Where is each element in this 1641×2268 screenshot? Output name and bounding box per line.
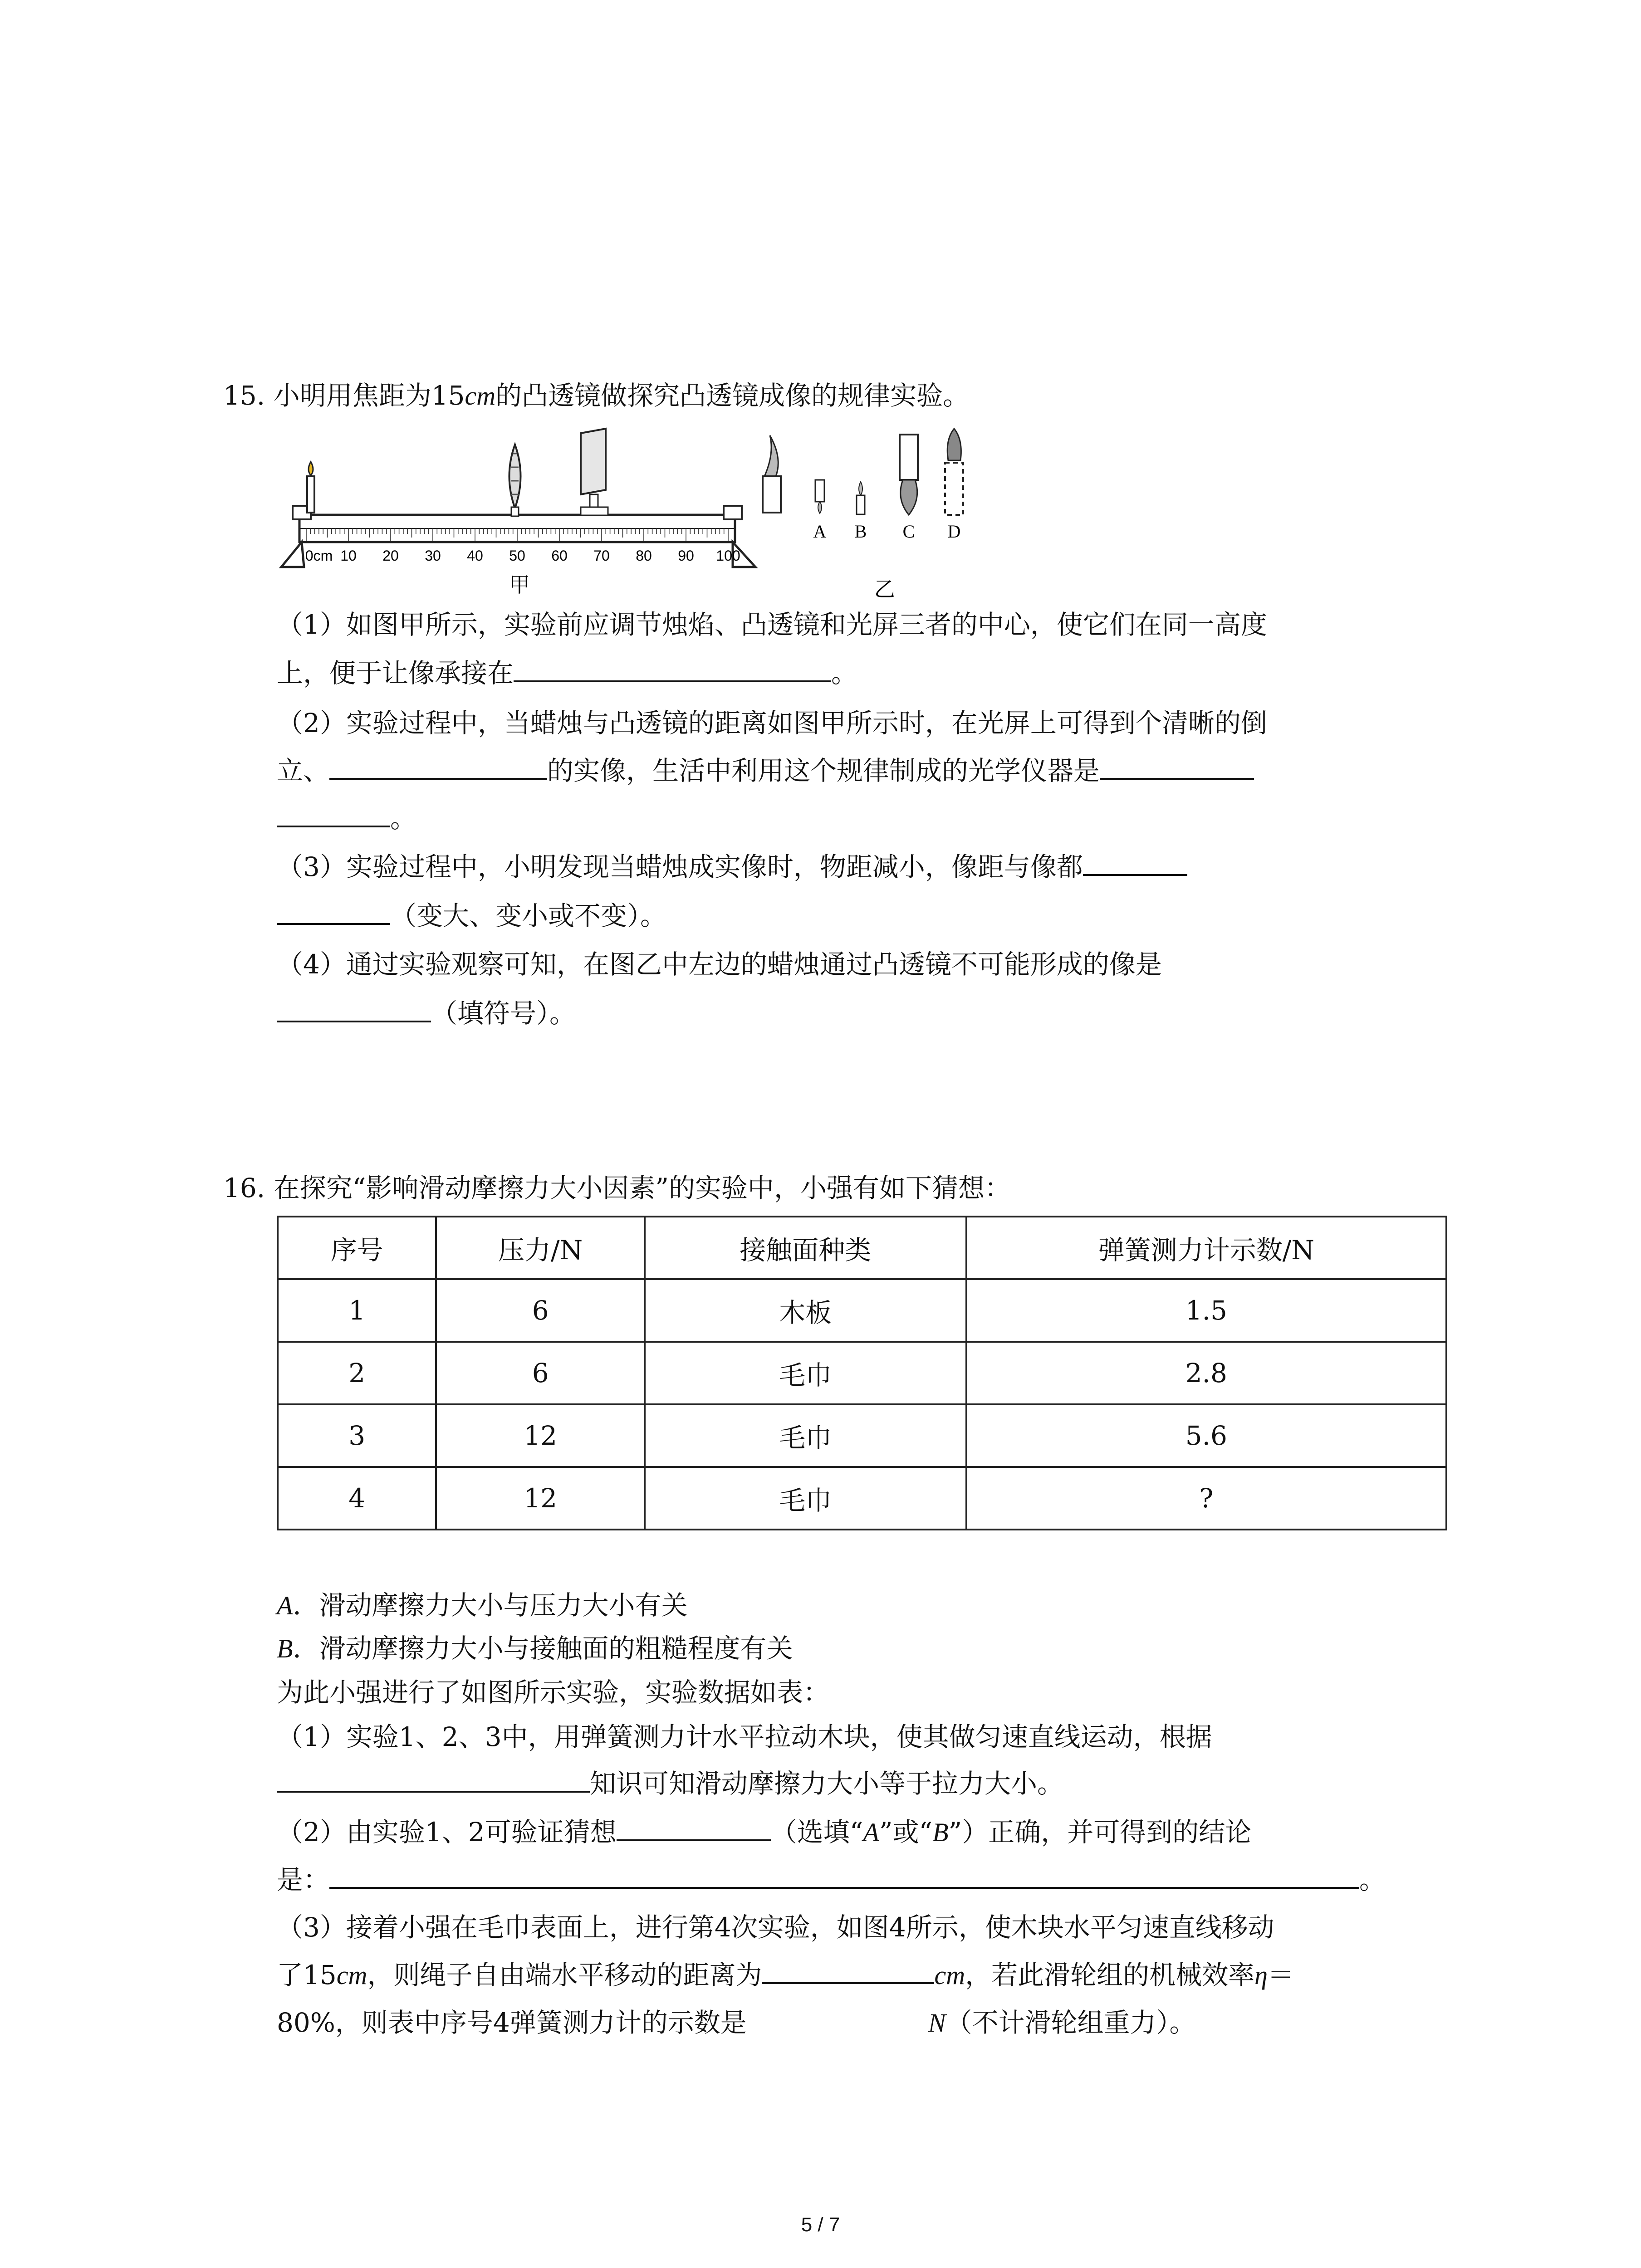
ruler-label: 100 <box>716 547 740 564</box>
table-cell: 毛巾 <box>645 1404 966 1467</box>
source-candle <box>763 435 781 513</box>
table-cell: 2 <box>278 1342 436 1404</box>
q16-part3-line2: 了15cm，则绳子自由端水平移动的距离为 cm，若此滑轮组的机械效率η＝ <box>277 1960 1294 1990</box>
answer-blank[interactable] <box>1100 757 1254 780</box>
answer-blank[interactable] <box>277 1770 590 1793</box>
table-cell: 2.8 <box>966 1342 1446 1404</box>
answer-blank[interactable] <box>762 1961 934 1984</box>
candles-figure <box>755 426 1009 603</box>
figure-caption-yi: 乙 <box>874 577 895 601</box>
table-cell: 3 <box>278 1404 436 1467</box>
table-header: 接触面种类 <box>645 1217 966 1279</box>
candle-c <box>900 435 918 515</box>
table-cell: 木板 <box>645 1279 966 1342</box>
q15-part4-line2: （填符号）。 <box>277 998 576 1030</box>
q15-part1-line1: （1）如图甲所示，实验前应调节烛焰、凸透镜和光屏三者的中心，使它们在同一高度 <box>277 609 1267 640</box>
figure-caption-jia: 甲 <box>509 572 530 597</box>
q15-part3-line1: （3）实验过程中，小明发现当蜡烛成实像时，物距减小，像距与像都 <box>277 851 1187 883</box>
table-row <box>278 1342 1446 1404</box>
q16-part2-line2: 是： 。 <box>277 1864 1386 1895</box>
page-number: 5 / 7 <box>801 2214 840 2236</box>
ruler-label: 20 <box>382 547 399 564</box>
candle-label-b: B <box>854 521 867 542</box>
ruler-label: 60 <box>551 547 568 564</box>
answer-blank[interactable] <box>277 805 390 827</box>
table-cell: 6 <box>436 1279 644 1342</box>
candle-b <box>857 482 865 514</box>
table-row <box>278 1279 1446 1342</box>
question-number: 15. <box>223 380 265 411</box>
table-cell: 1 <box>278 1279 436 1342</box>
answer-blank[interactable] <box>329 757 547 780</box>
candle-label-a: A <box>813 521 827 542</box>
ruler-label: 30 <box>425 547 441 564</box>
q16-stem: 16. 在探究“影响滑动摩擦力大小因素”的实验中，小强有如下猜想： <box>223 1173 1011 1203</box>
table-cell: 5.6 <box>966 1404 1446 1467</box>
table-header: 压力/N <box>436 1217 644 1279</box>
q16-part1-line1: （1）实验1、2、3中，用弹簧测力计水平拉动木块，使其做匀速直线运动，根据 <box>277 1721 1212 1752</box>
q15-part2-line3: 。 <box>277 803 416 835</box>
table-header-row <box>278 1217 1446 1279</box>
q16-part2-line1: （2）由实验1、2可验证猜想 （选填“A”或“B”）正确，并可得到的结论 <box>277 1817 1252 1848</box>
ruler-label: 40 <box>467 547 483 564</box>
candle-on-bench <box>307 462 314 513</box>
ruler-labels <box>305 547 740 564</box>
answer-blank[interactable] <box>617 1818 771 1841</box>
q15-part4-line1: （4）通过实验观察可知，在图乙中左边的蜡烛通过凸透镜不可能形成的像是 <box>277 949 1162 980</box>
table-cell: 12 <box>436 1467 644 1530</box>
table-row <box>278 1467 1446 1530</box>
table-header: 弹簧测力计示数/N <box>966 1217 1446 1279</box>
answer-blank[interactable] <box>277 1000 431 1022</box>
answer-blank[interactable] <box>329 1866 1359 1889</box>
q16-part3-line1: （3）接着小强在毛巾表面上，进行第4次实验，如图4所示，使木块水平匀速直线移动 <box>277 1912 1274 1943</box>
candle-a <box>815 480 824 513</box>
table-cell: 毛巾 <box>645 1342 966 1404</box>
light-screen <box>581 429 608 515</box>
ruler-label: 10 <box>340 547 357 564</box>
answer-blank[interactable] <box>1083 853 1187 876</box>
q16-part3-line3: 80%，则表中序号4弹簧测力计的示数是 N（不计滑轮组重力）。 <box>277 2007 1196 2038</box>
q15-part2-line2: 立、 的实像，生活中利用这个规律制成的光学仪器是 <box>277 755 1254 787</box>
question-number: 16. <box>223 1173 265 1203</box>
q15-stem: 15. 小明用焦距为15cm的凸透镜做探究凸透镜成像的规律实验。 <box>223 380 970 411</box>
answer-blank[interactable] <box>514 660 831 682</box>
ruler-label: 80 <box>636 547 652 564</box>
q15-part2-line1: （2）实验过程中，当蜡烛与凸透镜的距离如图甲所示时，在光屏上可得到个清晰的倒 <box>277 708 1267 738</box>
q15-part1-line2: 上，便于让像承接在 。 <box>277 658 858 689</box>
ruler-label: 0cm <box>305 547 333 564</box>
q15-part3-line2: （变大、变小或不变）。 <box>277 900 666 932</box>
q16-part1-line2: 知识可知滑动摩擦力大小等于拉力大小。 <box>277 1768 1063 1800</box>
table-cell: 4 <box>278 1467 436 1530</box>
left-leg <box>281 542 304 567</box>
optical-bench-figure <box>279 426 760 603</box>
table-cell: 6 <box>436 1342 644 1404</box>
table-cell: 1.5 <box>966 1279 1446 1342</box>
ruler-label: 50 <box>509 547 525 564</box>
table-cell: 毛巾 <box>645 1467 966 1530</box>
candle-d <box>945 429 963 515</box>
answer-blank[interactable] <box>277 902 390 925</box>
q16-guess-b: B．滑动摩擦力大小与接触面的粗糙程度有关 <box>277 1633 793 1664</box>
ruler-label: 90 <box>678 547 694 564</box>
table-row <box>278 1404 1446 1467</box>
data-table <box>277 1216 1447 1530</box>
q16-intro: 为此小强进行了如图所示实验，实验数据如表： <box>277 1677 830 1708</box>
table-cell: 12 <box>436 1404 644 1467</box>
convex-lens <box>509 445 521 516</box>
table-cell: ? <box>966 1467 1446 1530</box>
q16-guess-a: A．滑动摩擦力大小与压力大小有关 <box>277 1590 688 1621</box>
table-header: 序号 <box>278 1217 436 1279</box>
ruler-label: 70 <box>593 547 610 564</box>
candle-label-d: D <box>947 521 961 542</box>
candle-label-c: C <box>902 521 915 542</box>
